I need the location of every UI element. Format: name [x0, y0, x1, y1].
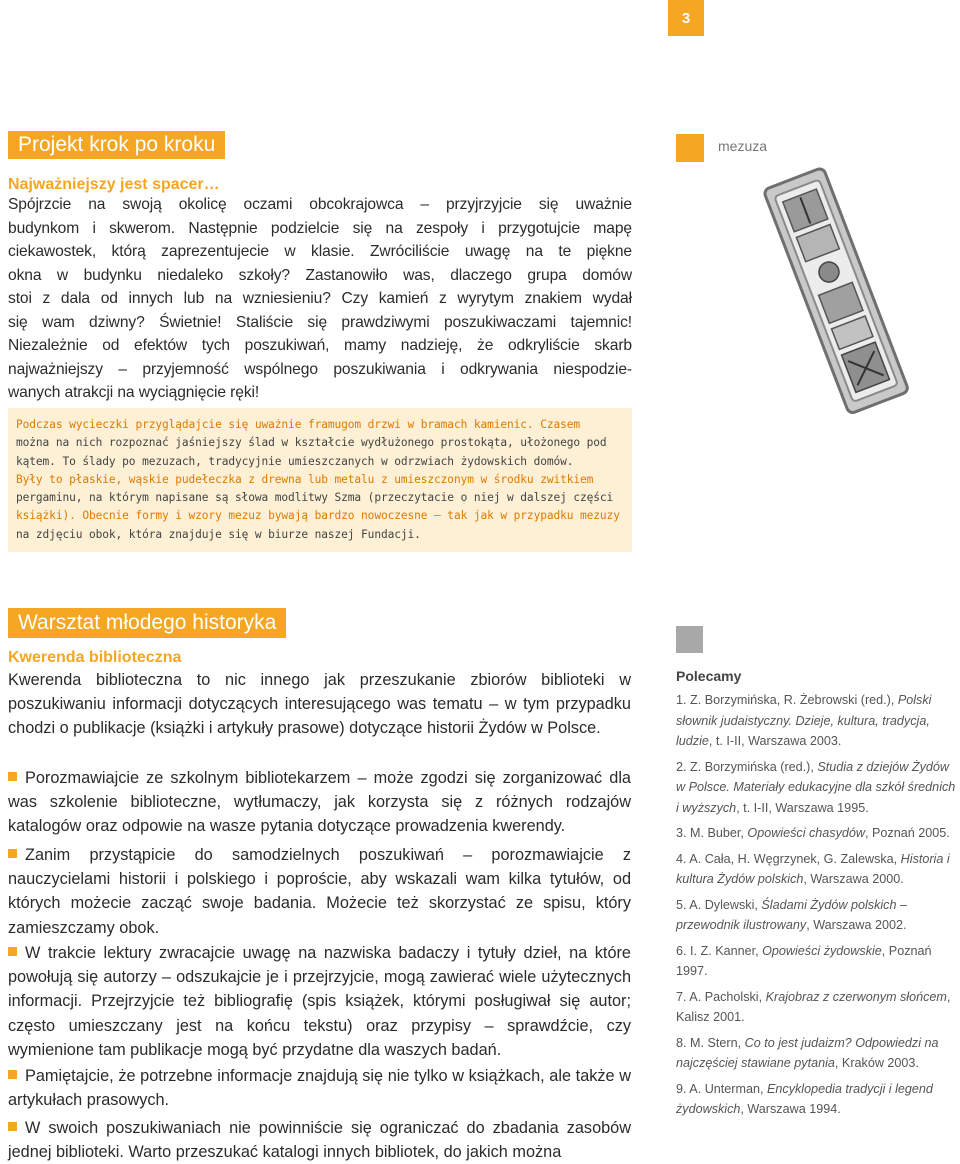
reference-item: 7. A. Pacholski, Krajobraz z czerwonym słońcem, Kalisz 2001. — [676, 989, 951, 1024]
reference-title: Studia z dziejów Żydów w Polsce. Materiały edukacyjne dla szkół średnich i wyższych — [676, 759, 956, 815]
body-line: najważniejszy – przyjemność wspólnego poszukiwania i odkrywania niespodzie- — [8, 360, 632, 378]
info-line: kątem. To ślady po mezuzach, tradycyjnie umieszczanych w odrzwiach żydowskich domów. — [16, 454, 574, 468]
section1-body — [8, 193, 632, 405]
info-line: można na nich rozpoznać jaśniejszy ślad w kształcie wydłużonego prostokąta, ułożonego pod — [16, 436, 607, 450]
section-subheading-kwerenda: Kwerenda biblioteczna — [8, 649, 182, 666]
info-line: Były to płaskie, wąskie pudełeczka z drewna lub metalu z umieszczonym w środku zwitkiem — [16, 472, 594, 486]
body-line: wanych atrakcji na wyciągnięcie ręki! — [8, 384, 260, 401]
mezuza-image — [738, 160, 938, 420]
orange-square-marker — [676, 134, 704, 162]
reference-title: Krajobraz z czerwonym słońcem — [765, 989, 947, 1004]
bullet-square-icon — [8, 849, 17, 858]
bullet-square-icon — [8, 772, 17, 781]
info-line: na zdjęciu obok, która znajduje się w biurze naszej Fundacji. — [16, 527, 421, 541]
reference-item: 2. Z. Borzymińska (red.), Studia z dziejów Żydów w Polsce. Materiały edukacyjne dla szkół średnich i wyższych, t. I-II, Warszawa 1995. — [676, 759, 956, 815]
info-line: Podczas wycieczki przyglądajcie się uważnie framugom drzwi w bramach kamienic. Czasem — [16, 418, 581, 431]
bullet-paragraph-3: W trakcie lektury zwracajcie uwagę na nazwiska badaczy i tytuły dzieł, na które powołują się autorzy – odszukajcie je i przejrzyjcie, mogą zawierać wiele użytecznych informacji. Przejrzyjcie też bibliografię (spis książek, którymi posługiwał się autor; często umieszczany jest na końcu tekstu) oraz przypisy – sprawdźcie, czy wymienione tam publikacje mogą być przydatne dla waszych badań. — [8, 944, 631, 1059]
bullet-paragraph-5: W swoich poszukiwaniach nie powinniście się ograniczać do zbadania zasobów jednej biblioteki. Warto przeszukać katalogi innych bibliotek, do jakich można — [8, 1119, 631, 1162]
body-line: ciekawostek, którą zaprezentujecie w klasie. Zwróciliście uwagę na te piękne — [8, 243, 632, 260]
reference-item: 3. M. Buber, Opowieści chasydów, Poznań 2005. — [676, 826, 950, 840]
reference-title: Encyklopedia tradycji i legend żydowskich — [676, 1081, 933, 1116]
info-box-mezuza — [8, 408, 632, 552]
section2-intro: Kwerenda biblioteczna to nic innego jak przeszukanie zbiorów biblioteki w poszukiwaniu informacji dotyczących interesującego was tematu – w tym przypadku chodzi o publikacje (książki i artykuły prasowe) dotyczące historii Żydów w Polsce. — [8, 671, 631, 738]
reference-item: 4. A. Cała, H. Węgrzynek, G. Zalewska, Historia i kultura Żydów polskich, Warszawa 2000. — [676, 851, 950, 886]
reference-item: 1. Z. Borzymińska, R. Żebrowski (red.), Polski słownik judaistyczny. Dzieje, kultura, tradycja, ludzie, t. I-II, Warszawa 2003. — [676, 693, 932, 748]
body-line: stoi z dala od innych lub na wzniesieniu? Czy kamień z wyrytym znakiem wydał — [8, 290, 632, 307]
reference-list — [676, 690, 960, 1125]
info-line: książki). Obecnie formy i wzory mezuz bywają bardzo nowoczesne – tak jak w przypadku mezuzy — [16, 509, 620, 523]
bullet-paragraph-1: Porozmawiajcie ze szkolnym bibliotekarzem – może zgodzi się zorganizować dla was szkolenie biblioteczne, wytłumaczy, jak korzysta się z różnych rodzajów katalogów oraz odpowie na wasze pytania dotyczące prowadzenia kwerendy. — [8, 769, 631, 836]
reference-item: 5. A. Dylewski, Śladami Żydów polskich – przewodnik ilustrowany, Warszawa 2002. — [676, 897, 907, 932]
reference-title: Polski słownik judaistyczny. Dzieje, kultura, tradycja, ludzie — [676, 693, 932, 748]
body-line: Spójrzcie na swoją okolicę oczami obcokrajowca – przyjrzyjcie się uważnie — [8, 196, 632, 213]
reference-title: Śladami Żydów polskich – przewodnik ilustrowany — [676, 897, 907, 932]
info-line: pergaminu, na którym napisane są słowa modlitwy Szma (przeczytacie o niej w dalszej części — [16, 491, 614, 505]
bullet-square-icon — [8, 947, 17, 956]
body-line: Niezależnie od efektów tych poszukiwań, mamy nadzieję, że odkryliście skarb — [8, 337, 632, 354]
section-subheading-spacer: Najważniejszy jest spacer… — [8, 176, 220, 193]
section-heading-projekt: Projekt krok po kroku — [8, 131, 225, 159]
body-line: budynkom i skwerom. Następnie podzielcie się na zespoły i przygotujcie mapę — [8, 219, 632, 237]
reference-title: Opowieści chasydów — [747, 826, 865, 840]
reference-item: 8. M. Stern, Co to jest judaizm? Odpowiedzi na najczęściej stawiane pytania, Kraków 2003. — [676, 1035, 939, 1070]
reference-title: Co to jest judaizm? Odpowiedzi na najczęściej stawiane pytania — [676, 1035, 939, 1070]
body-line: okna w budynku niedaleko szkoły? Zastanowiło was, dlaczego grupa domów — [8, 266, 632, 284]
body-line: się wam dziwny? Świetnie! Staliście się prawdziwymi poszukiwaczami tajemnic! — [8, 313, 632, 331]
polecamy-title: Polecamy — [676, 668, 742, 684]
bullet-paragraph-2: Zanim przystąpicie do samodzielnych poszukiwań – porozmawiajcie z nauczycielami historii i polskiego i poproście, aby wskazali wam kilka tytułów, od których możecie zacząć swoje badania. Możecie też skorzystać ze spisu, który zamieszczamy obok. — [8, 846, 631, 937]
reference-title: Opowieści żydowskie — [762, 943, 882, 958]
reference-item: 9. A. Unterman, Encyklopedia tradycji i legend żydowskich, Warszawa 1994. — [676, 1081, 933, 1116]
bullet-square-icon — [8, 1122, 17, 1131]
grey-square-marker — [676, 626, 703, 653]
reference-item: 6. I. Z. Kanner, Opowieści żydowskie, Poznań 1997. — [676, 943, 932, 978]
section-heading-warsztat: Warsztat młodego historyka — [8, 608, 286, 638]
mezuza-caption: mezuza — [718, 138, 768, 154]
page-number: 3 — [668, 0, 704, 36]
bullet-square-icon — [8, 1070, 17, 1079]
reference-title: Historia i kultura Żydów polskich — [676, 851, 950, 886]
bullet-paragraph-4: Pamiętajcie, że potrzebne informacje znajdują się nie tylko w książkach, ale także w artykułach prasowych. — [8, 1067, 631, 1110]
